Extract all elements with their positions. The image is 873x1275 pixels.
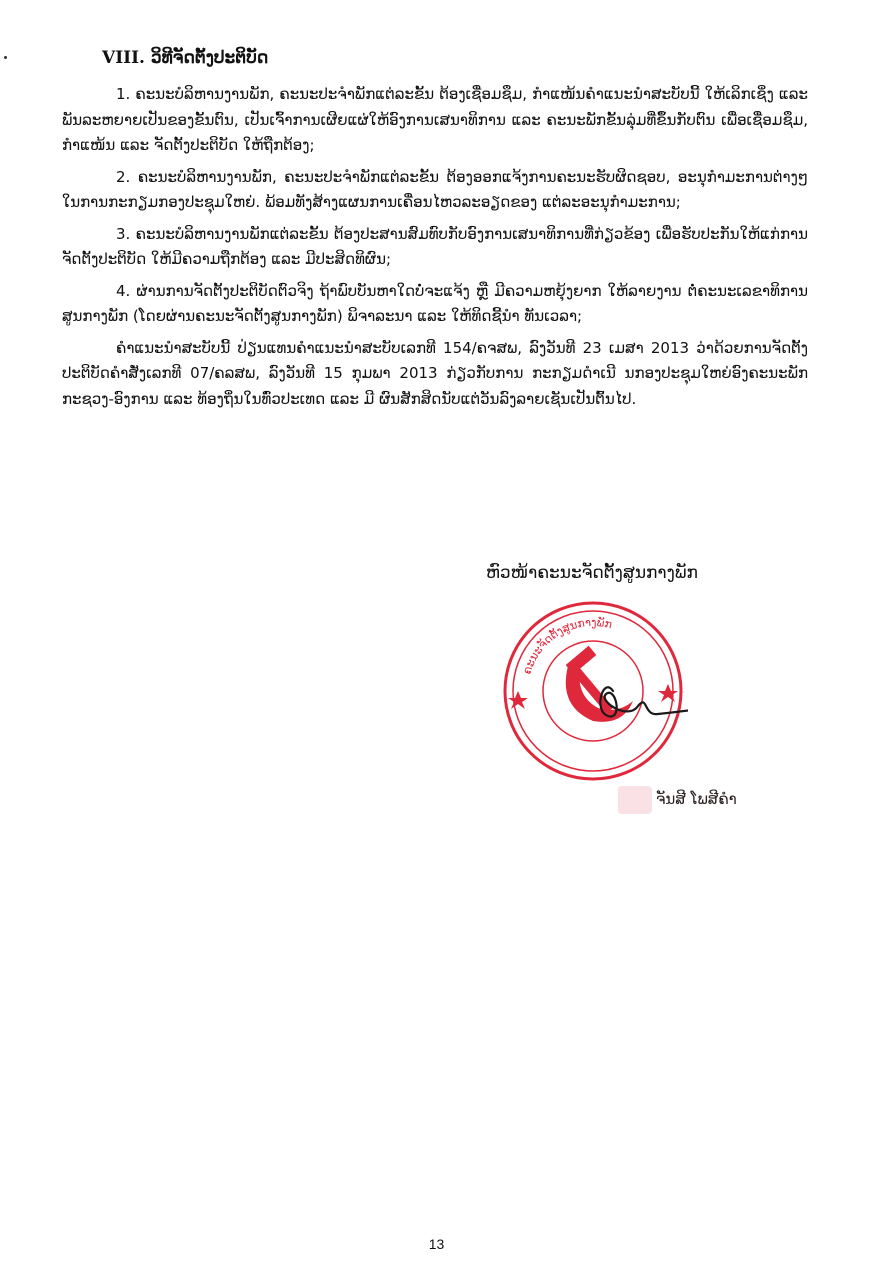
stamp-seal-graphic [498,596,688,786]
signer-stamp-trace [618,786,652,814]
paragraph-item-3: 3. ຄະນະບໍລິຫານງານພັກແຕ່ລະຂັ້ນ ຕ້ອງປະສານສົມທົບກັບອົງການເສນາທິການທີ່ກ່ຽວຂ້ອງ ເພື່ອຮັບປະກັນໃຫ້ແກ່ການຈັດຕັ້ງປະຕິບັດ ໃຫ້ມີຄວາມຖືກຕ້ອງ ແລະ ມີປະສິດທິຜົນ; [62,224,808,268]
section-heading: VIII. ວິທີຈັດຕັ້ງປະຕິບັດ [102,48,269,68]
signer-name: ຈັນສີ ໂພສີຄຳ [656,790,737,808]
official-stamp [498,596,688,786]
scan-speck [4,56,7,59]
page-number: 13 [428,1236,445,1252]
paragraph-item-2: 2. ຄະນະບໍລິຫານງານພັກ, ຄະນະປະຈຳພັກແຕ່ລະຂັ້ນ ຕ້ອງອອກແຈ້ງການຄະນະຮັບຜິດຊອບ, ອະນຸກຳມະການຕ່າງໆໃນການກະກຽມກອງປະຊຸມໃຫຍ່. ພ້ອມທັງສ້າງແຜນການເຄື່ອນໄຫວລະອຽດຂອງ ແຕ່ລະອະນຸກຳມະການ; [62,167,808,211]
stamp-star-right-icon [658,684,678,702]
stamp-star-left-icon [508,691,528,709]
paragraph-closing: ຄຳແນະນຳສະບັບນີ້ ປ່ຽນແທນຄຳແນະນຳສະບັບເລກທີ 154/ຄຈສພ, ລົງວັນທີ 23 ເມສາ 2013 ວ່າດ້ວຍການຈັດຕັ້ງປະຕິບັດຄຳສັ່ງເລກທີ 07/ຄລສພ, ລົງວັນທີ 15 ກຸມພາ 2013 ກ່ຽວກັບການ ກະກຽມດຳເນີ ນກອງປະຊຸມໃຫຍ່ອົງຄະນະພັກກະຊວງ-ອົງການ ແລະ ທ້ອງຖິ່ນໃນທົ່ວປະເທດ ແລະ ມີ ຜົນສັກສິດນັບແຕ່ວັນລົງລາຍເຊັນເປັນຕົ້ນໄປ. [62,338,808,408]
body-paragraphs [62,82,808,418]
signatory-title: ຫົວໜ້າຄະນະຈັດຕັ້ງສູນກາງພັກ [486,563,698,583]
paragraph-item-4: 4. ຜ່ານການຈັດຕັ້ງປະຕິບັດຕົວຈິງ ຖ້າພົບບັນຫາໃດບໍ່ຈະແຈ້ງ ຫຼື ມີຄວາມຫຍຸ້ງຍາກ ໃຫ້ລາຍງານ ຕໍ່ຄະນະເລຂາທິການສູນກາງພັກ (ໂດຍຜ່ານຄະນະຈັດຕັ້ງສູນກາງພັກ) ພິຈາລະນາ ແລະ ໃຫ້ທິດຊີ້ນຳ ທັນເວລາ; [62,281,808,325]
paragraph-item-1: 1. ຄະນະບໍລິຫານງານພັກ, ຄະນະປະຈຳພັກແຕ່ລະຂັ້ນ ຕ້ອງເຊື່ອມຊຶມ, ກຳແໜ້ນຄຳແນະນຳສະບັບນີ້ ໃຫ້ເລິກເຊິ່ງ ແລະ ພັນລະຫຍາຍເປັນຂອງຂັ້ນຕົນ, ເປັນເຈົ້າການເຜີຍແຜ່ໃຫ້ອົງການເສນາທິການ ແລະ ຄະນະພັກຂັ້ນລຸ່ມທີ່ຂຶ້ນກັບຕົນ ເພື່ອເຊື່ອມຊຶມ, ກຳແໜ້ນ ແລະ ຈັດຕັ້ງປະຕິບັດ ໃຫ້ຖືກຕ້ອງ; [62,85,808,154]
stamp-text: ຄະນະຈັດຕັ້ງສູນກາງພັກ [520,615,614,676]
